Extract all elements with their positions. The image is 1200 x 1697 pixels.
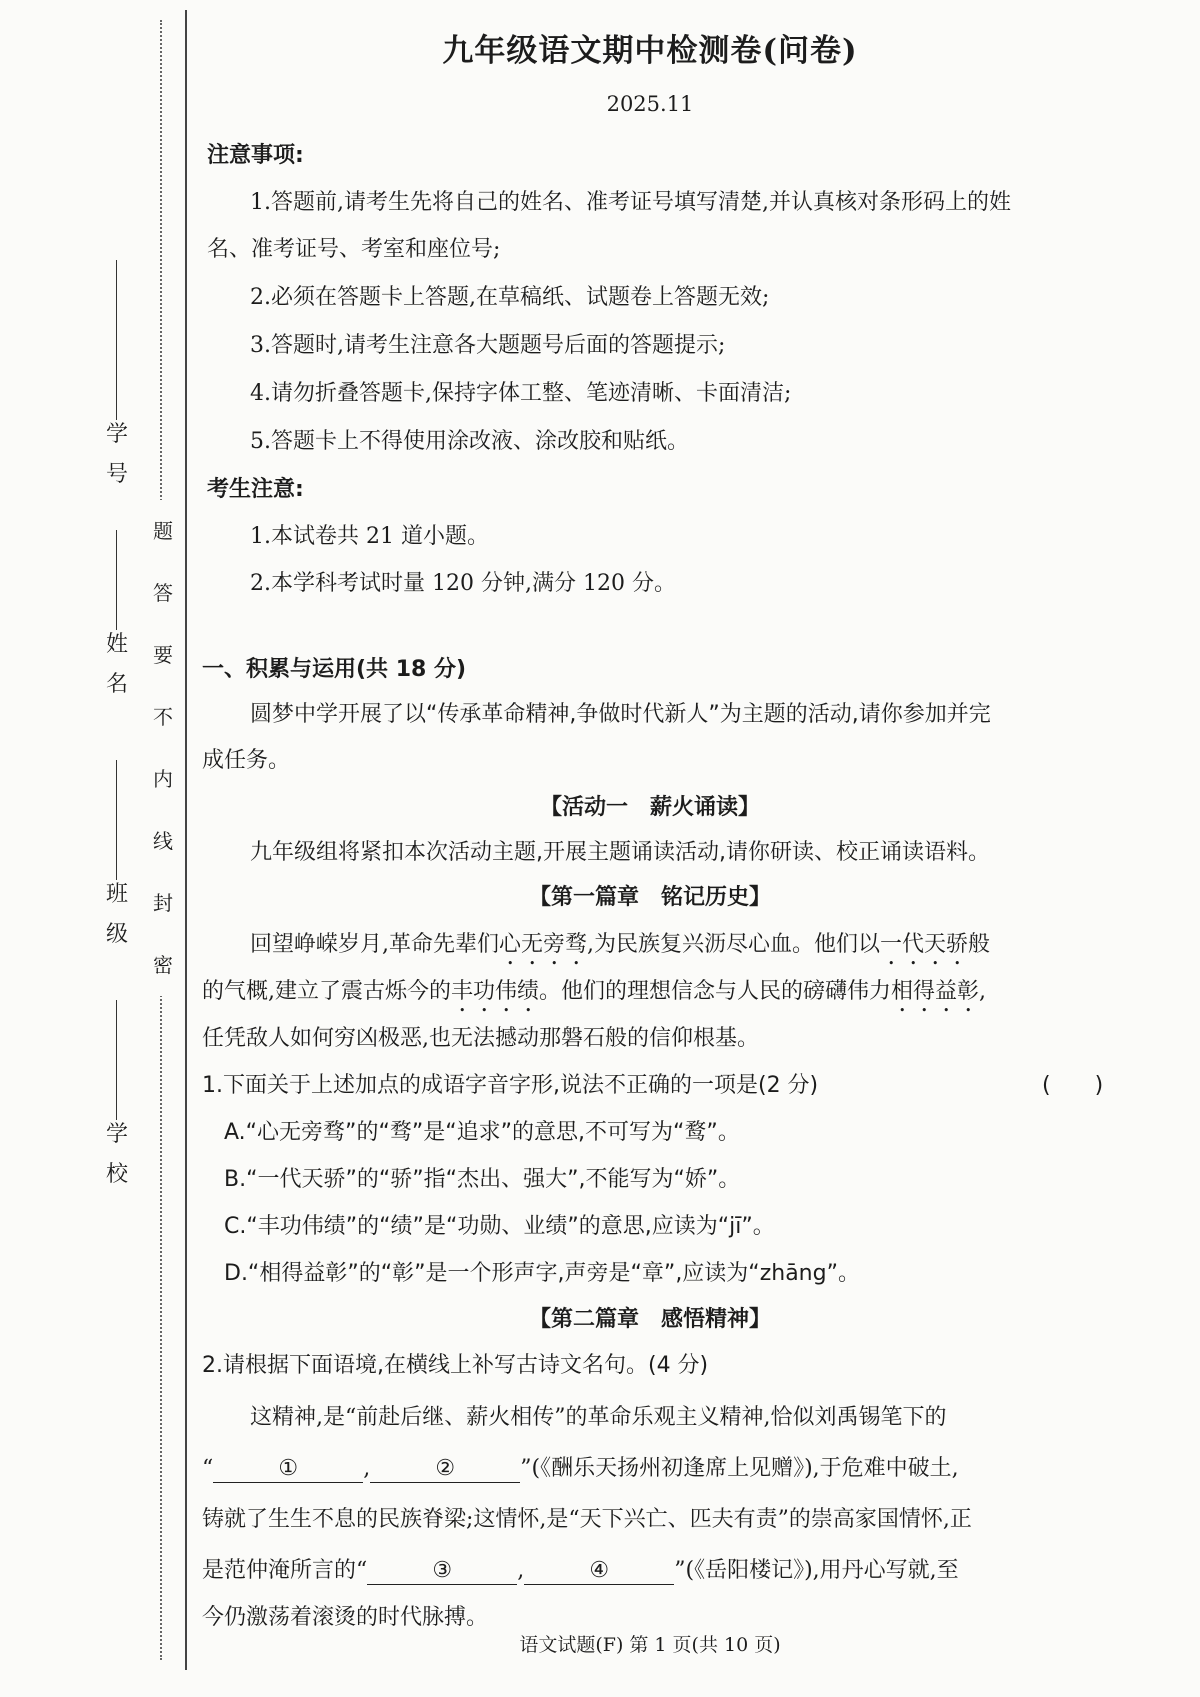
passage-line: 回望峥嵘岁月,革命先辈们心无旁骛,为民族复兴沥尽心血。他们以一代天骄般 <box>250 932 991 957</box>
passage-line: 任凭敌人如何穷凶极恶,也无法撼动那磐石般的信仰根基。 <box>202 1026 759 1051</box>
chapter-heading: 【第一篇章 铭记历史】 <box>528 885 771 910</box>
class-label: 班 级 <box>105 882 128 947</box>
blank-3[interactable]: ③ <box>367 1558 517 1585</box>
chapter-heading: 【第二篇章 感悟精神】 <box>528 1307 771 1332</box>
school-label: 学 校 <box>105 1122 128 1187</box>
idiom-dotted: 丰功伟绩 <box>451 979 540 1004</box>
option-d[interactable]: D.“相得益彰”的“彰”是一个形声字,声旁是“章”,应读为“zhāng”。 <box>224 1261 860 1286</box>
blank-1[interactable]: ① <box>213 1456 363 1483</box>
student-id-field[interactable] <box>102 260 132 500</box>
school-field[interactable] <box>102 1000 132 1200</box>
idiom-dotted: 一代天骄 <box>880 932 969 957</box>
class-field[interactable] <box>102 760 132 960</box>
name-field[interactable] <box>102 530 132 710</box>
question-stem: 1.下面关于上述加点的成语字音字形,说法不正确的一项是(2 分) <box>202 1073 819 1098</box>
fill-blank-line: “ ① , ② ”(《酬乐天扬州初逢席上见赠》),于危难中破土, <box>202 1456 959 1481</box>
notes-item: 1.答题前,请考生先将自己的姓名、准考证号填写清楚,并认真核对条形码上的姓 <box>250 190 1011 215</box>
notes-item: 3.答题时,请考生注意各大题题号后面的答题提示; <box>250 333 726 358</box>
blank-2[interactable]: ② <box>370 1456 520 1483</box>
section-intro: 圆梦中学开展了以“传承革命精神,争做时代新人”为主题的活动,请你参加并完 <box>250 702 991 727</box>
passage-line: 今仍激荡着滚烫的时代脉搏。 <box>202 1605 489 1630</box>
page-title: 九年级语文期中检测卷(问卷) <box>442 33 858 69</box>
candidate-item: 1.本试卷共 21 道小题。 <box>250 524 489 549</box>
passage-line: 铸就了生生不息的民族脊梁;这情怀,是“天下兴亡、匹夫有责”的崇高家国情怀,正 <box>202 1507 972 1532</box>
blank-4[interactable]: ④ <box>524 1558 674 1585</box>
student-id-label: 学 号 <box>105 422 128 487</box>
notes-heading: 注意事项: <box>207 143 304 168</box>
section-intro: 成任务。 <box>202 748 291 773</box>
option-c[interactable]: C.“丰功伟绩”的“绩”是“功勋、业绩”的意思,应读为“jī”。 <box>224 1214 775 1239</box>
answer-parenthesis[interactable]: ( ) <box>1042 1073 1104 1098</box>
exam-date: 2025.11 <box>606 92 694 116</box>
fill-blank-line: 是范仲淹所言的“ ③ , ④ ”(《岳阳楼记》),用丹心写就,至 <box>202 1558 959 1583</box>
idiom-dotted: 心无旁骛 <box>499 932 588 957</box>
notes-item: 名、准考证号、考室和座位号; <box>207 237 501 262</box>
notes-item: 5.答题卡上不得使用涂改液、涂改胶和贴纸。 <box>250 429 689 454</box>
page-footer: 语文试题(F) 第 1 页(共 10 页) <box>519 1634 781 1656</box>
name-label: 姓 名 <box>105 632 128 697</box>
option-b[interactable]: B.“一代天骄”的“骄”指“杰出、强大”,不能写为“娇”。 <box>224 1167 741 1192</box>
notes-item: 2.必须在答题卡上答题,在草稿纸、试题卷上答题无效; <box>250 285 770 310</box>
sealed-line-warning: 题 答 要 不 内 线 封 密 <box>152 500 174 996</box>
option-a[interactable]: A.“心无旁骛”的“骛”是“追求”的意思,不可写为“鹜”。 <box>224 1120 740 1145</box>
idiom-dotted: 相得益彰 <box>891 979 980 1004</box>
activity-heading: 【活动一 薪火诵读】 <box>539 795 760 820</box>
passage-line: 的气概,建立了震古烁今的丰功伟绩。他们的理想信念与人民的磅礴伟力相得益彰, <box>202 979 987 1004</box>
binding-margin <box>0 0 190 1697</box>
candidate-item: 2.本学科考试时量 120 分钟,满分 120 分。 <box>250 571 676 596</box>
binding-line <box>185 10 187 1670</box>
section-heading: 一、积累与运用(共 18 分) <box>202 657 467 682</box>
passage-line: 这精神,是“前赴后继、薪火相传”的革命乐观主义精神,恰似刘禹锡笔下的 <box>250 1405 947 1430</box>
activity-text: 九年级组将紧扣本次活动主题,开展主题诵读活动,请你研读、校正诵读语料。 <box>250 840 990 865</box>
question-stem: 2.请根据下面语境,在横线上补写古诗文名句。(4 分) <box>202 1353 709 1378</box>
candidate-heading: 考生注意: <box>207 477 304 502</box>
notes-item: 4.请勿折叠答题卡,保持字体工整、笔迹清晰、卡面清洁; <box>250 381 792 406</box>
